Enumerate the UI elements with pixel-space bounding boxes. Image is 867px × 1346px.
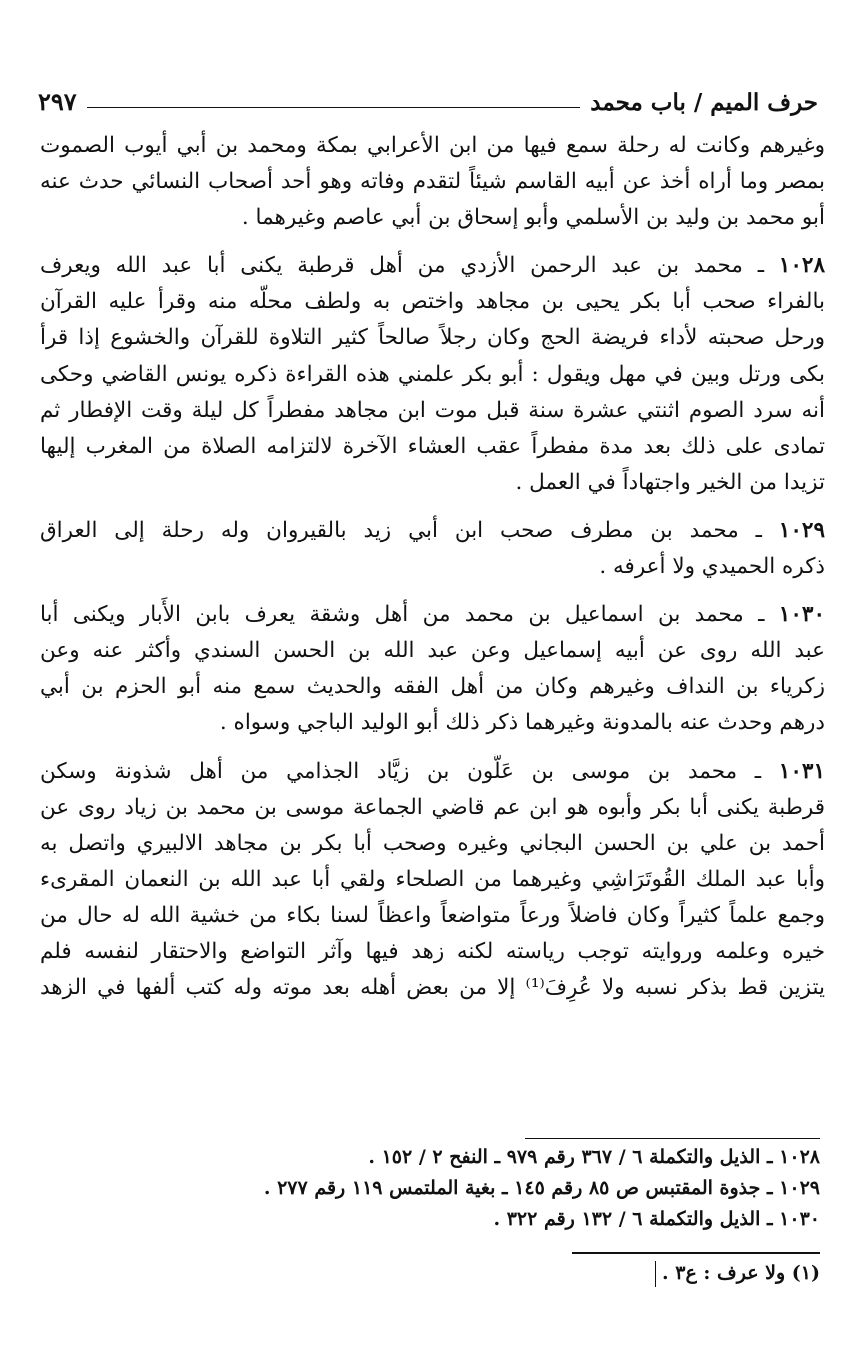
reference-line: ١٠٢٨ ـ الذيل والتكملة ٦ / ٣٦٧ رقم ٩٧٩ ـ النفح ٢ / ١٥٢ . — [368, 1146, 820, 1168]
entry-1029 — [40, 513, 825, 585]
reference-line: ١٠٢٩ ـ جذوة المقتبس ص ٨٥ رقم ١٤٥ ـ بغية الملتمس ١١٩ رقم ٢٧٧ . — [263, 1177, 820, 1199]
text-line — [40, 248, 825, 284]
text-line — [40, 597, 825, 633]
text-line: بمصر وما أراه أخذ عن أبيه القاسم شيئاً لتقدم وفاته وهو أحد أصحاب النسائي حدث عنه — [40, 169, 825, 195]
entry-1030 — [40, 597, 825, 741]
entry-1031 — [40, 754, 825, 1007]
note-separator — [572, 1252, 820, 1254]
page-number: ٢٩٧ — [38, 87, 77, 116]
text-line: أبو محمد بن وليد بن الأسلمي وأبو إسحاق بن أبي عاصم وغيرهما . — [241, 205, 825, 231]
footnote-separator — [525, 1138, 820, 1139]
entry-text: ـ محمد بن موسى بن عَلُّون بن زيَّاد الجذامي من أهل شذونة وسكن — [40, 758, 762, 784]
text-line: خيره وعلمه وروايته توجب رياسته لكنه زهد فيها وآثر التواضع والاحتقار لنفسه فلم — [40, 938, 825, 964]
entry-text: ـ محمد بن اسماعيل بن محمد من أهل وشقة يعرف بابن الأَبار ويكنى أبا — [40, 602, 765, 628]
text-line: قرطبة يكنى أبا بكر وأبوه هو ابن عم قاضي الجماعة موسى بن محمد بن زياد روى عن — [40, 794, 825, 820]
entry-text: ـ محمد بن عبد الرحمن الأزدي من أهل قرطبة يكنى أبا عبد الله ويعرف — [40, 253, 765, 279]
text-line: يتزين قط بذكر نسبه ولا عُرِفَ⁽¹⁾ إلا من بعض أهله بعد موته وله كتب ألفها في الزهد — [40, 975, 825, 1001]
main-text — [40, 128, 825, 1006]
entry-text: ـ محمد بن مطرف صحب ابن أبي زيد بالقيروان وله رحلة إلى العراق — [40, 517, 762, 543]
text-line: بكى ورتل وبين في مهل ويقول : أبو بكر علمني هذه القراءة ذكره يونس القاضي وحكى — [40, 361, 825, 387]
entry-number: ١٠٣١ — [778, 758, 825, 784]
entry-1028 — [40, 248, 825, 501]
margin-bar — [655, 1261, 657, 1287]
running-header — [38, 82, 818, 116]
text-line: تمادى على ذلك بعد مدة مفطراً عقب العشاء الآخرة لالتزامه الصلاة من المغرب إليها — [40, 433, 825, 459]
text-line — [40, 513, 825, 549]
text-line: أحمد بن علي بن الحسن البجاني وغيره وصحب أبا بكر بن مجاهد الالبيري واتصل به — [40, 830, 825, 856]
text-line: أنه سرد الصوم اثنتي عشرة سنة قبل موت ابن مجاهد مفطراً كل ليلة وقت الإفطار ثم — [40, 397, 825, 423]
text-line: درهم وحدث عنه بالمدونة وغيرهما ذكر ذلك أبو الوليد الباجي وسواه . — [219, 710, 825, 736]
entry-number: ١٠٣٠ — [778, 602, 825, 628]
text-line: بالفراء صحب أبا بكر يحيى بن مجاهد واختص به ولطف محلّه منه وقرأ عليه القرآن — [40, 289, 825, 315]
text-line: ذكره الحميدي ولا أعرفه . — [599, 554, 825, 580]
text-line: وجمع علماً كثيراً وكان فاضلاً ورعاً متواضعاً واعظاً لسنا بكاء من خشية الله له حال من — [40, 902, 825, 928]
reference-line: ١٠٣٠ ـ الذيل والتكملة ٦ / ١٣٢ رقم ٣٢٢ . — [493, 1208, 820, 1230]
entry-number: ١٠٢٩ — [778, 517, 825, 543]
running-title: حرف الميم / باب محمد — [590, 89, 818, 116]
text-line: تزيدا من الخير واجتهاداً في العمل . — [515, 469, 825, 495]
text-line: زكرياء بن النداف وغيرهم وكان من أهل الفقه والحديث سمع منه أبو الحزم بن أبي — [40, 674, 825, 700]
header-rule — [87, 107, 581, 108]
footnote — [40, 1258, 820, 1288]
text-line: وأبا عبد الملك القُوتَرَاشِي وغيرهما من الصلحاء ولقي أبا عبد الله بن النعمان المقرىء — [40, 866, 825, 892]
source-references — [40, 1142, 820, 1235]
text-line: عبد الله روى عن أبيه إسماعيل وعن عبد الله بن الحسن السندي وأكثر عنه وعن — [40, 638, 825, 664]
paragraph-continued — [40, 128, 825, 236]
entry-number: ١٠٢٨ — [778, 253, 825, 279]
text-line — [40, 754, 825, 790]
footnote-text: (١) ولا عرف : ع٣ . — [662, 1262, 820, 1284]
text-line: ورحل صحبته لأداء فريضة الحج وكان رجلاً صالحاً كثير التلاوة للقرآن والخشوع إذا قرأ — [40, 325, 825, 351]
text-line: وغيرهم وكانت له رحلة سمع فيها من ابن الأعرابي بمكة ومحمد بن أبي أيوب الصموت — [40, 133, 825, 158]
